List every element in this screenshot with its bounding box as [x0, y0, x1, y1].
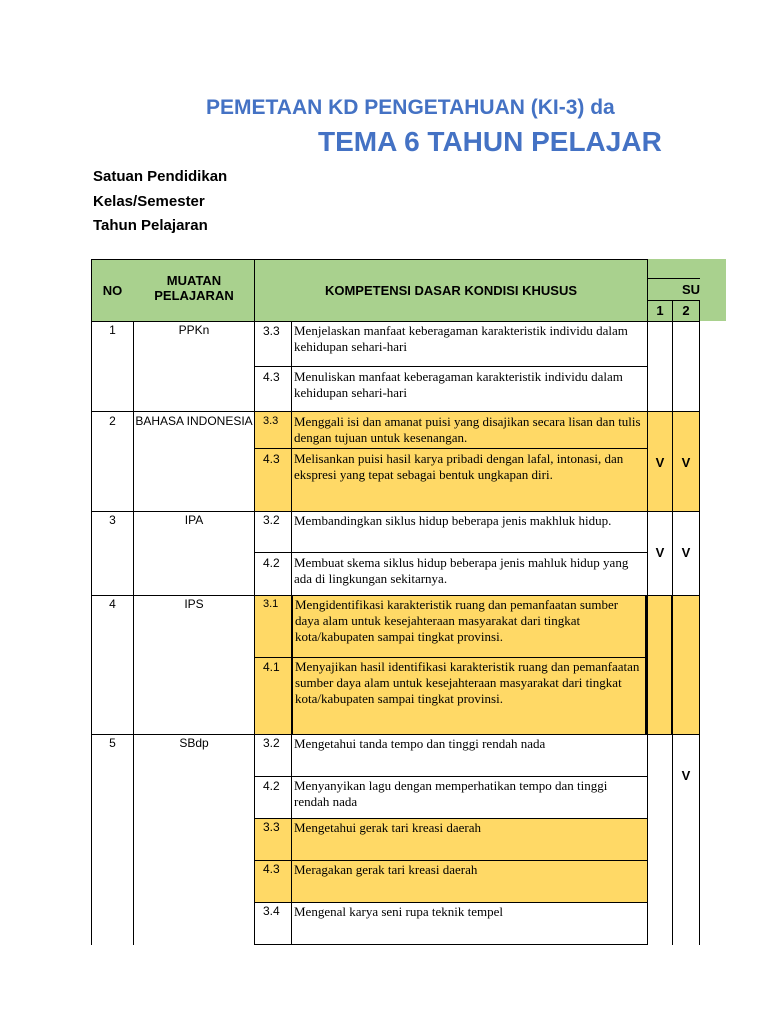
kd-code: 4.3	[263, 452, 280, 466]
kd-code: 3.1	[263, 598, 279, 610]
check-mark: V	[681, 545, 691, 560]
kd-code: 3.3	[263, 415, 279, 427]
kd-code: 4.2	[263, 779, 280, 793]
kd-text: Menuliskan manfaat keberagaman karakteristik individu dalam kehidupan sehari-hari	[294, 369, 623, 400]
row-no: 5	[109, 736, 116, 750]
col-header-sub-1: 1	[656, 303, 664, 318]
kd-text: Mengenal karya seni rupa teknik tempel	[294, 904, 504, 919]
check-mark: V	[655, 545, 665, 560]
kd-text: Menyajikan hasil identifikasi karakteristik ruang dan pemanfaatan sumber daya alam untuk kesejahteraan masyarakat dari tingkat kota/kabupaten sampai tingkat provinsi.	[295, 659, 640, 706]
check-mark: V	[681, 455, 691, 470]
check-mark: V	[681, 768, 691, 783]
kd-code: 4.2	[263, 556, 280, 570]
kd-text: Mengetahui tanda tempo dan tinggi rendah nada	[294, 736, 546, 751]
row-subject: SBdp	[179, 736, 209, 750]
kd-text: Menggali isi dan amanat puisi yang disajikan secara lisan dan tulis dengan tujuan untuk kesenangan.	[294, 414, 641, 445]
meta-satuan-pendidikan: Satuan Pendidikan	[93, 168, 228, 185]
col-header-sub-2: 2	[682, 303, 690, 318]
row-subject: PPKn	[178, 323, 210, 337]
meta-tahun-pelajaran: Tahun Pelajaran	[93, 217, 208, 234]
check-mark: V	[655, 455, 665, 470]
row4-check-bg	[647, 596, 700, 734]
row-subject: BAHASA INDONESIA	[135, 414, 253, 428]
kd-code: 4.3	[263, 862, 280, 876]
kd-text: Menyanyikan lagu dengan memperhatikan tempo dan tinggi rendah nada	[294, 778, 608, 809]
col-header-kd: KOMPETENSI DASAR KONDISI KHUSUS	[324, 283, 578, 298]
page-subtitle: TEMA 6 TAHUN PELAJAR	[318, 126, 662, 157]
kd-text: Meragakan gerak tari kreasi daerah	[294, 862, 478, 877]
kd-code: 3.3	[263, 820, 280, 834]
kd-code: 3.3	[263, 324, 280, 338]
col-header-no: NO	[102, 283, 123, 298]
kd-code: 3.2	[263, 736, 280, 750]
row-no: 4	[109, 597, 116, 611]
row-subject: IPA	[184, 513, 204, 527]
meta-kelas-semester: Kelas/Semester	[93, 193, 205, 210]
row-no: 3	[109, 513, 116, 527]
col-header-muatan: MUATAN PELAJARAN	[154, 273, 234, 303]
kd-text: Membuat skema siklus hidup beberapa jenis mahluk hidup yang ada di lingkungan sekitarnya.	[294, 555, 629, 586]
kd-text: Mengidentifikasi karakteristik ruang dan pemanfaatan sumber daya alam untuk kesejahteraan masyarakat dari tingkat kota/kabupaten sampai tingkat provinsi.	[295, 597, 619, 644]
kd-text: Membandingkan siklus hidup beberapa jenis makhluk hidup.	[294, 513, 612, 528]
kd-code: 3.2	[263, 513, 280, 527]
kd-code: 3.4	[263, 904, 280, 918]
row-no: 1	[109, 323, 116, 337]
kd-text: Menjelaskan manfaat keberagaman karakteristik individu dalam kehidupan sehari-hari	[294, 323, 628, 354]
kd-code: 4.1	[263, 660, 280, 674]
row-no: 2	[109, 414, 116, 428]
kd-text: Melisankan puisi hasil karya pribadi dengan lafal, intonasi, dan ekspresi yang tepat sebagai bentuk ungkapan diri.	[294, 451, 624, 482]
col-header-su: SU	[682, 282, 700, 297]
row-subject: IPS	[184, 597, 204, 611]
kd-code: 4.3	[263, 370, 280, 384]
page-title: PEMETAAN KD PENGETAHUAN (KI-3) da	[206, 96, 615, 119]
kd-text: Mengetahui gerak tari kreasi daerah	[294, 820, 481, 835]
